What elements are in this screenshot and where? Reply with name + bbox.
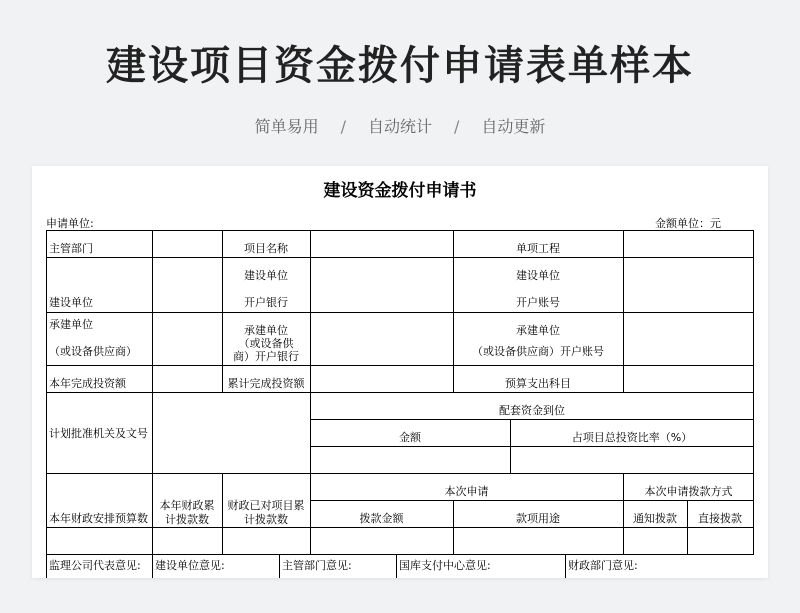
- current-application-label: 本次申请: [444, 485, 489, 498]
- contractor-note: （或设备供应商）: [49, 345, 137, 358]
- annual-budget-label: 本年财政安排预算数: [49, 512, 148, 525]
- amount-label: 金额: [399, 431, 421, 444]
- construction-unit-opinion: 建设单位意见:: [155, 559, 225, 572]
- annual-completed-label: 本年完成投资额: [49, 377, 126, 390]
- construction-unit-label: 建设单位: [516, 269, 560, 282]
- table-line: [46, 230, 47, 578]
- table-line: [510, 419, 511, 473]
- budget-item-label: 预算支出科目: [505, 377, 571, 390]
- tag-separator: /: [454, 117, 460, 136]
- ratio-label: 占项目总投资比率（%）: [571, 431, 693, 444]
- amount-unit-label: 金额单位：元: [655, 217, 721, 230]
- notice-allocation-label: 通知拨款: [633, 512, 677, 525]
- contractor-label: 承建单位: [49, 318, 93, 331]
- document-sheet: [32, 166, 768, 578]
- document-title: 建设资金拨付申请书: [323, 181, 477, 201]
- table-line: [396, 554, 397, 578]
- annual-allocated-label: 计拨款数: [165, 513, 209, 526]
- tag-auto-stat: 自动统计: [367, 117, 432, 136]
- page-title: 建设项目资金拨付申请表单样本: [106, 43, 694, 89]
- cumulative-allocated-label: 计拨款数: [244, 513, 288, 526]
- tag-auto-update: 自动更新: [481, 117, 546, 136]
- table-line: [753, 230, 754, 554]
- single-project-label: 单项工程: [516, 242, 560, 255]
- table-line: [565, 554, 566, 578]
- treasury-opinion: 国库支付中心意见:: [399, 559, 491, 572]
- contractor-account-label: （或设备供应商）开户账号: [472, 345, 604, 358]
- cumulative-completed-label: 累计完成投资额: [227, 377, 305, 390]
- table-line: [152, 554, 153, 578]
- tag-separator: /: [340, 117, 346, 136]
- account-label: 开户账号: [516, 296, 560, 309]
- applicant-label: 申请单位:: [46, 217, 94, 230]
- annual-allocated-label: 本年财政累: [159, 499, 215, 512]
- contractor-bank-label: 商）开户银行: [233, 350, 299, 363]
- supervisor-dept-opinion: 主管部门意见:: [282, 559, 352, 572]
- table-line: [623, 230, 624, 392]
- supervisor-company-opinion: 监理公司代表意见:: [49, 559, 141, 572]
- table-line: [453, 500, 454, 554]
- contractor-bank-label: 承建单位: [244, 324, 288, 337]
- project-name-label: 项目名称: [244, 242, 288, 255]
- construction-unit-label: 建设单位: [244, 269, 288, 282]
- table-line: [310, 446, 754, 447]
- feature-tags: [0, 114, 800, 137]
- cumulative-allocated-label: 财政已对项目累: [227, 499, 305, 512]
- direct-allocation-label: 直接拨款: [698, 512, 742, 525]
- table-line: [687, 500, 688, 554]
- contractor-account-label: 承建单位: [516, 324, 560, 337]
- table-line: [310, 419, 754, 420]
- tag-easy: 简单易用: [254, 117, 319, 136]
- table-line: [279, 554, 280, 578]
- allocation-method-label: 本次申请拨款方式: [644, 485, 733, 498]
- construction-unit-label: 建设单位: [49, 296, 93, 309]
- plan-approval-label: 计划批准机关及文号: [49, 427, 148, 440]
- supervisor-dept-label: 主管部门: [49, 242, 93, 255]
- contractor-bank-label: （或设备供: [238, 337, 294, 350]
- allocation-amount-label: 拨款金额: [359, 512, 404, 525]
- finance-opinion: 财政部门意见:: [568, 559, 638, 572]
- bank-label: 开户银行: [244, 296, 288, 309]
- matching-funds-label: 配套资金到位: [499, 404, 565, 417]
- table-line: [310, 230, 311, 554]
- fund-use-label: 款项用途: [516, 512, 560, 525]
